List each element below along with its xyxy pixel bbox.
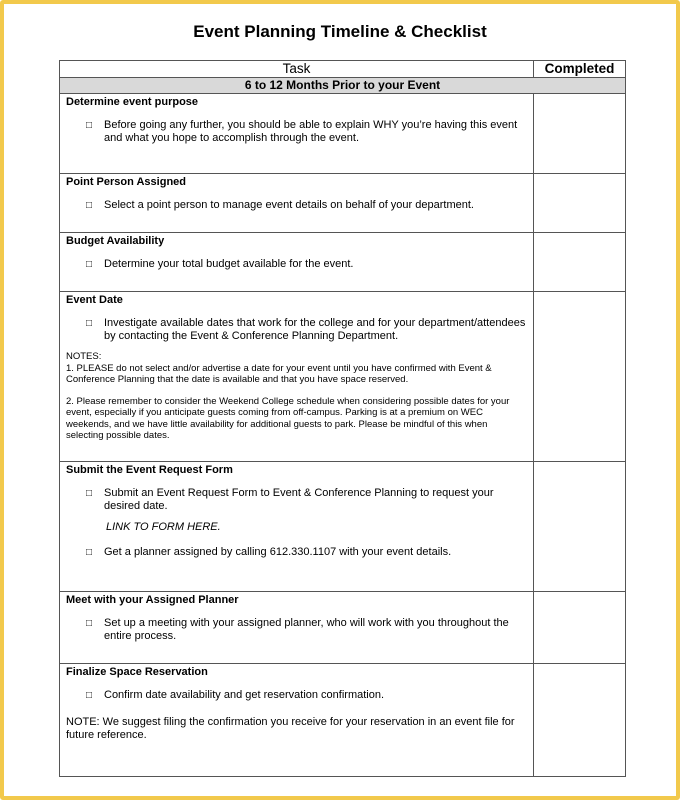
completed-column-header: Completed xyxy=(534,61,626,78)
checkbox[interactable]: □ xyxy=(86,318,93,329)
section-title: Determine event purpose xyxy=(66,96,199,108)
checklist-item xyxy=(66,258,527,271)
note-text: NOTE: We suggest filing the confirmation you receive for your reservation in an event file for future reference. xyxy=(66,716,515,741)
section-title: Submit the Event Request Form xyxy=(66,464,233,476)
section-task-cell xyxy=(60,233,534,292)
checkbox[interactable]: □ xyxy=(86,547,93,558)
timeframe-band xyxy=(60,78,626,94)
section-title: Point Person Assigned xyxy=(66,176,187,188)
checklist-item-text: Confirm date availability and get reservation confirmation. xyxy=(104,689,385,701)
checklist-item-text: Before going any further, you should be able to explain WHY you’re having this event and what you hope to accomplish through the event. xyxy=(104,119,518,144)
notes-block xyxy=(66,351,527,442)
section-row xyxy=(60,592,626,664)
completed-cell[interactable] xyxy=(534,174,626,233)
checklist-item-text: Investigate available dates that work for the college and for your department/attendees by contacting the Event & Conference Planning Department. xyxy=(104,317,526,342)
page-title: Event Planning Timeline & Checklist xyxy=(193,22,487,41)
task-column-header: Task xyxy=(60,61,534,78)
section-title: Budget Availability xyxy=(66,235,165,247)
section-title: Finalize Space Reservation xyxy=(66,666,208,678)
checkbox[interactable]: □ xyxy=(86,120,93,131)
timeframe-label: 6 to 12 Months Prior to your Event xyxy=(60,78,626,94)
header-row xyxy=(60,61,626,78)
section-task-cell xyxy=(60,592,534,664)
completed-cell[interactable] xyxy=(534,292,626,462)
section-row xyxy=(60,462,626,592)
checklist-item-text: Get a planner assigned by calling 612.330.1107 with your event details. xyxy=(104,546,452,558)
section-row xyxy=(60,94,626,174)
checklist-item xyxy=(66,689,527,702)
checklist-item xyxy=(66,317,527,343)
checkbox[interactable]: □ xyxy=(86,488,93,499)
note-text: 1. PLEASE do not select and/or advertise a date for your event until you have confirmed with Event & Conference Planning that the date is available and that you have space reserved. xyxy=(66,362,492,385)
checkbox[interactable]: □ xyxy=(86,618,93,629)
checklist-item-text: Select a point person to manage event details on behalf of your department. xyxy=(104,199,474,211)
checkbox[interactable]: □ xyxy=(86,200,93,211)
section-task-cell xyxy=(60,292,534,462)
section-task-cell xyxy=(60,94,534,174)
note-text: 2. Please remember to consider the Weekend College schedule when considering possible dates for your event, especially if you anticipate guests coming from off-campus. Parking is at a premium on WEC weekends, and we have little availability for additional guests to park. Please be mindful of this when selecting possible dates. xyxy=(66,395,510,441)
section-title: Meet with your Assigned Planner xyxy=(66,594,239,606)
checklist-item xyxy=(66,119,527,145)
checkbox[interactable]: □ xyxy=(86,259,93,270)
form-link[interactable]: LINK TO FORM HERE. xyxy=(106,521,221,533)
completed-cell[interactable] xyxy=(534,94,626,174)
checklist-item xyxy=(66,617,527,643)
section-title: Event Date xyxy=(66,294,123,306)
section-row xyxy=(60,233,626,292)
section-task-cell xyxy=(60,462,534,592)
notes-heading: NOTES: xyxy=(66,351,102,362)
completed-cell[interactable] xyxy=(534,462,626,592)
checklist-item-text: Submit an Event Request Form to Event & Conference Planning to request your desired date. xyxy=(104,487,494,512)
checklist-item-text: Set up a meeting with your assigned planner, who will work with you throughout the entire process. xyxy=(104,617,509,642)
completed-cell[interactable] xyxy=(534,592,626,664)
section-row xyxy=(60,292,626,462)
checklist-table xyxy=(59,60,626,777)
section-task-cell xyxy=(60,174,534,233)
completed-cell[interactable] xyxy=(534,233,626,292)
section-task-cell xyxy=(60,664,534,777)
checklist-item-text: Determine your total budget available for the event. xyxy=(104,258,354,270)
section-row xyxy=(60,174,626,233)
checklist-item xyxy=(66,487,527,513)
checklist-item xyxy=(66,199,527,212)
checkbox[interactable]: □ xyxy=(86,690,93,701)
section-row xyxy=(60,664,626,777)
completed-cell[interactable] xyxy=(534,664,626,777)
checklist-item xyxy=(66,546,527,559)
